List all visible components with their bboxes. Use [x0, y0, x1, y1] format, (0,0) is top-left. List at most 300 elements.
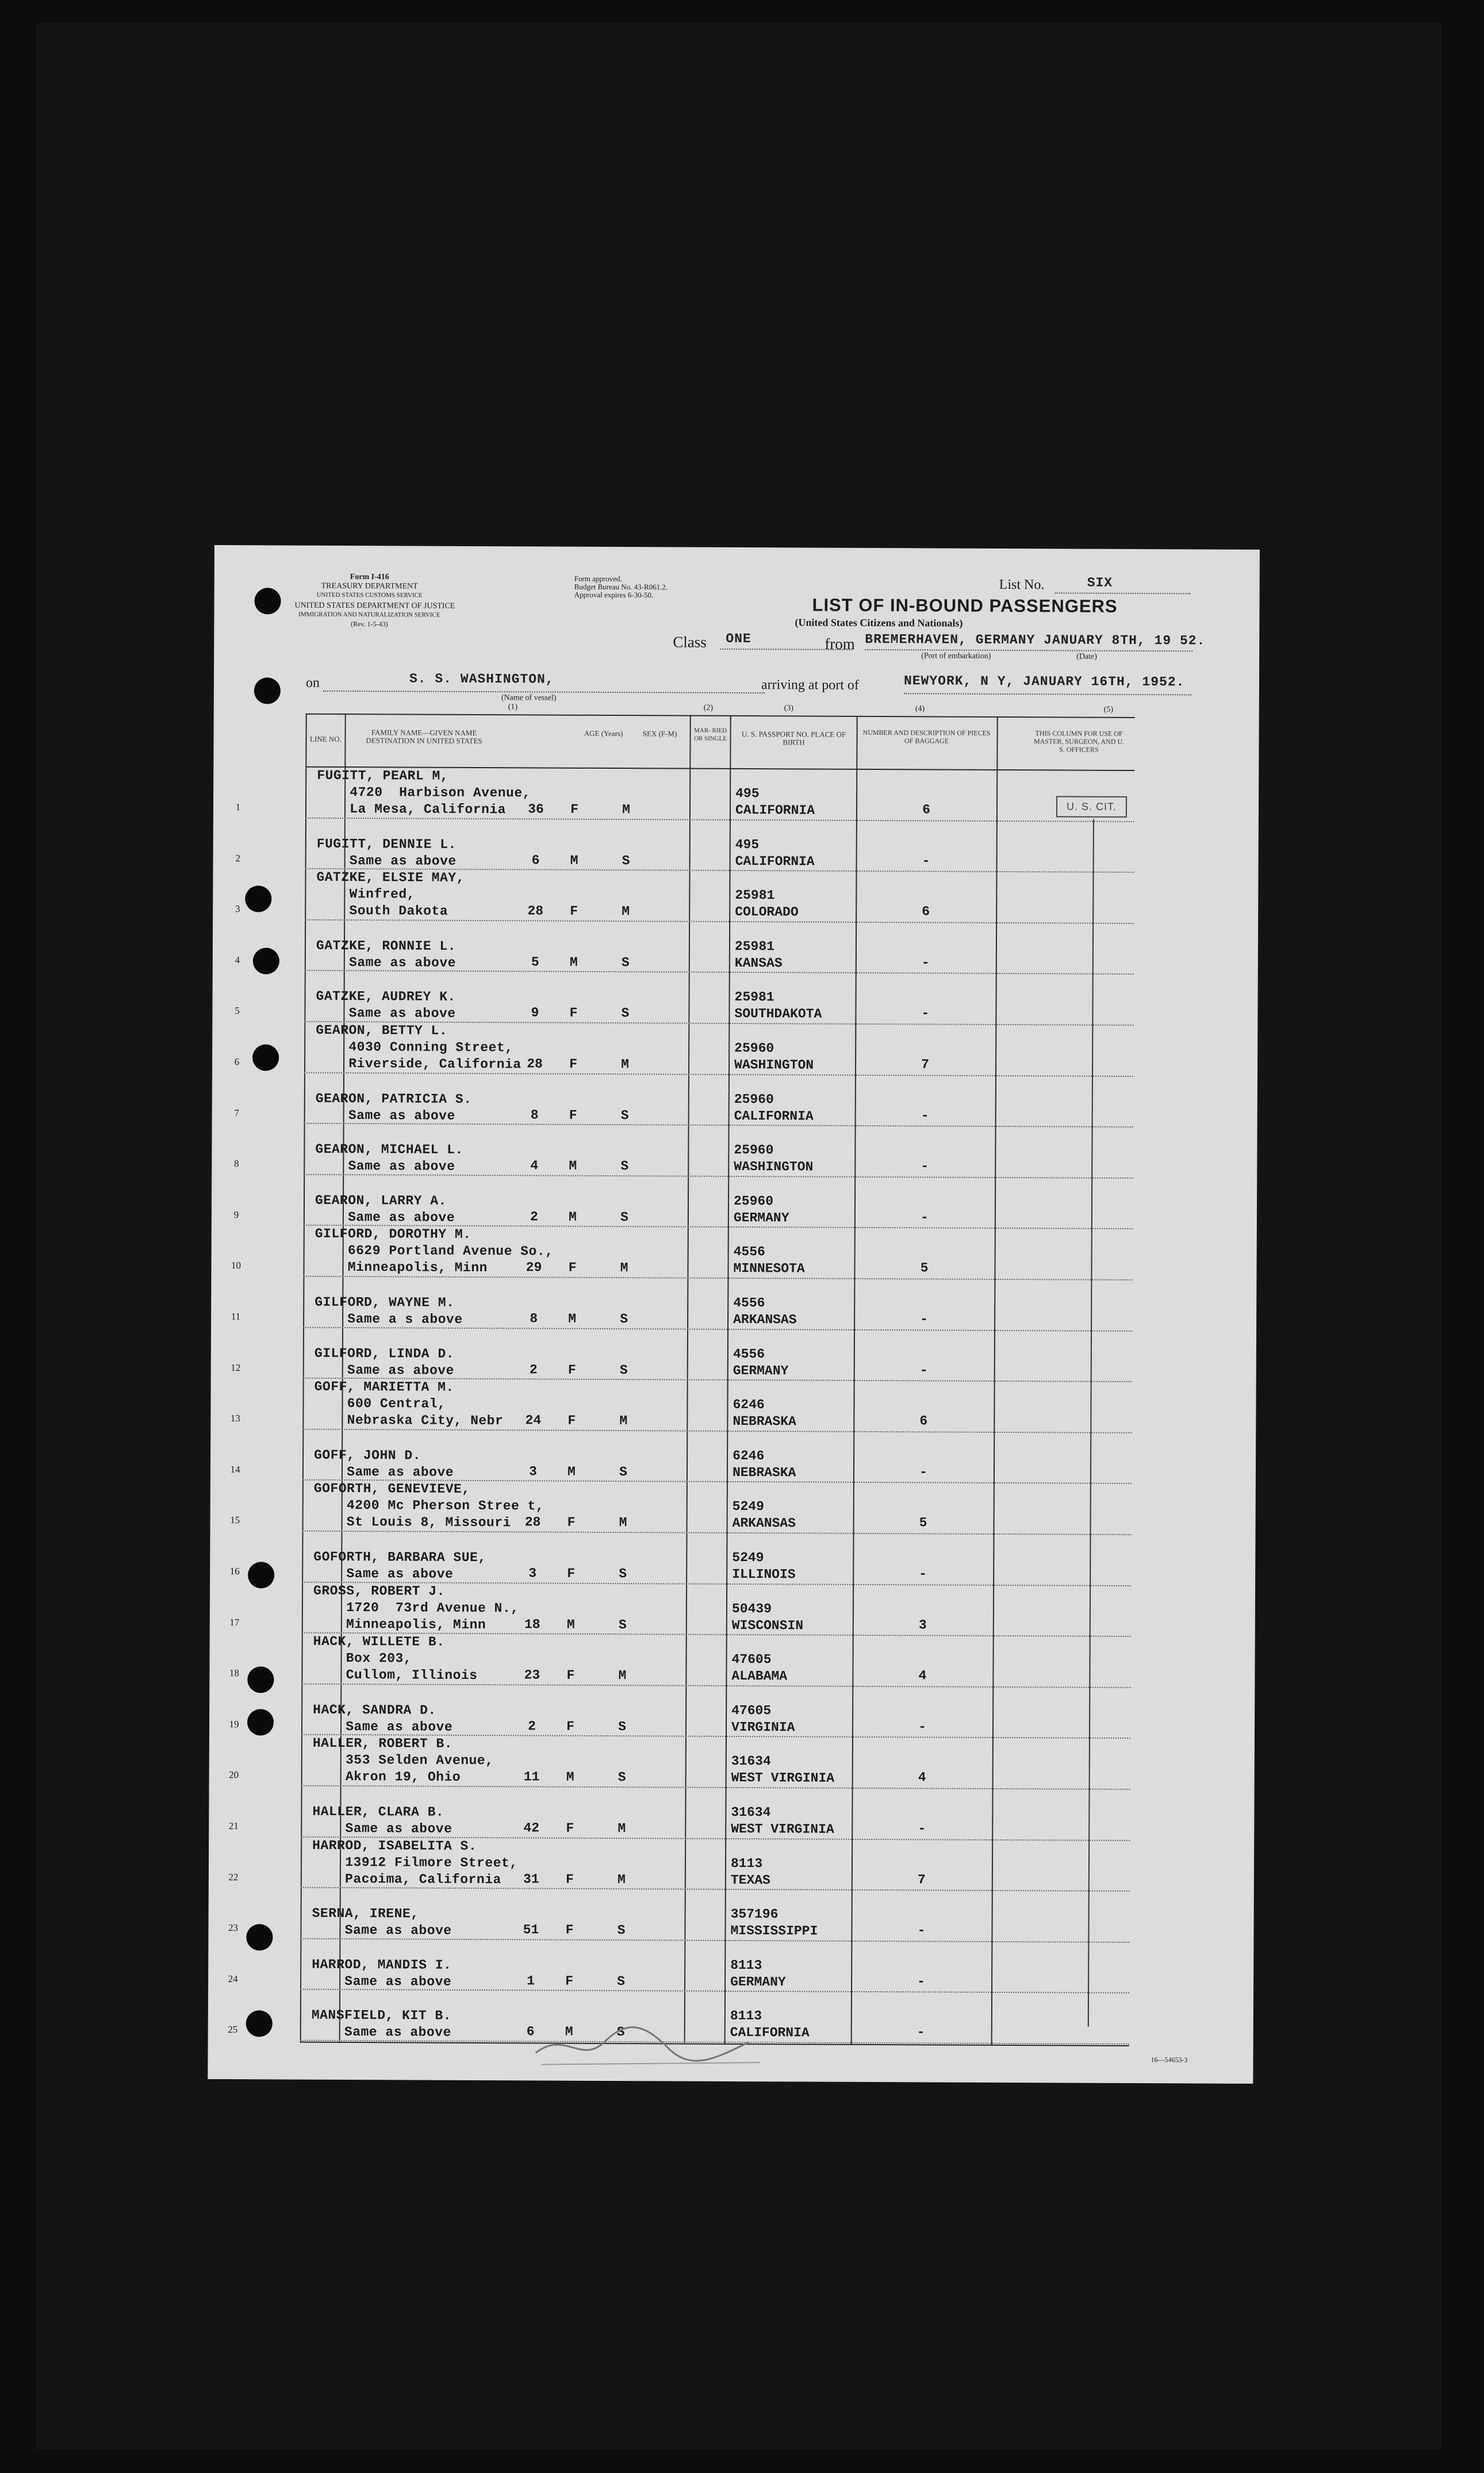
place-of-birth: CALIFORNIA: [735, 802, 815, 818]
passport-number: 25960: [734, 1142, 774, 1158]
age-value: 42: [523, 1820, 540, 1836]
baggage-count: 4: [918, 1668, 927, 1684]
baggage-count: -: [918, 1719, 927, 1735]
destination-line: 4030 Conning Street,: [316, 1039, 513, 1056]
age-value: 31: [523, 1871, 539, 1887]
destination-line: 6629 Portland Avenue So.,: [315, 1243, 554, 1259]
passenger-name: GATZKE, RONNIE L.: [316, 938, 457, 954]
passenger-name-destination: [315, 1345, 454, 1379]
sex-value: M: [569, 954, 578, 970]
list-no-label: List No.: [999, 577, 1045, 593]
passenger-manifest-sheet: [208, 545, 1260, 2084]
line-number: 5: [235, 1005, 240, 1017]
passport-number: 25960: [734, 1091, 774, 1107]
marital-status: M: [622, 802, 630, 818]
passenger-name: GEARON, LARRY A.: [315, 1193, 447, 1209]
age-value: 24: [525, 1413, 542, 1428]
dept-treasury: TREASURY DEPARTMENT: [321, 581, 418, 591]
table-row: [235, 971, 1133, 1026]
passport-number: 357196: [730, 1907, 779, 1922]
place-of-birth: ARKANSAS: [733, 1312, 797, 1328]
punch-hole: [247, 1666, 274, 1693]
destination-line: Same as above: [313, 1464, 454, 1480]
punch-hole: [254, 677, 281, 704]
passport-birthplace: [735, 837, 815, 871]
col-sex: SEX (F-M): [642, 729, 677, 738]
destination-line: Same as above: [316, 853, 457, 869]
handwritten-signature: [530, 2007, 771, 2071]
line-number: 23: [228, 1922, 239, 1934]
sex-value: F: [566, 1820, 574, 1836]
age-value: 28: [524, 1515, 541, 1530]
baggage-count: -: [921, 1159, 929, 1174]
table-row: [229, 1532, 1131, 1586]
age-value: 3: [529, 1464, 537, 1479]
destination-line: Same as above: [314, 1362, 454, 1378]
marital-status: S: [619, 1362, 628, 1378]
passport-number: 50439: [731, 1601, 772, 1616]
line-number: 1: [235, 802, 241, 813]
passport-number: 25981: [734, 938, 775, 954]
baggage-count: -: [921, 1006, 930, 1021]
passport-number: 495: [735, 837, 760, 852]
age-value: 28: [527, 903, 544, 919]
age-value: 29: [526, 1260, 542, 1275]
passenger-name: GATZKE, AUDREY K.: [316, 989, 456, 1005]
col-num-1: (1): [508, 703, 518, 712]
place-of-birth: WEST VIRGINIA: [731, 1821, 834, 1837]
age-value: 23: [524, 1667, 540, 1683]
age-value: 2: [528, 1719, 536, 1734]
page-subtitle: (United States Citizens and Nationals): [795, 616, 963, 629]
place-of-birth: GERMANY: [733, 1210, 789, 1226]
destination-line: 600 Central,: [314, 1395, 446, 1412]
col-passport: U. S. PASSPORT NO. PLACE OF BIRTH: [741, 730, 846, 747]
marital-status: M: [618, 1668, 627, 1684]
passport-birthplace: [735, 938, 783, 972]
baggage-count: -: [919, 1464, 927, 1480]
sex-value: M: [565, 2025, 573, 2040]
marital-status: S: [619, 1566, 627, 1582]
passport-number: 31634: [731, 1804, 771, 1820]
sex-value: M: [568, 1209, 577, 1225]
sex-value: F: [567, 1362, 576, 1378]
line-number: 6: [234, 1056, 240, 1068]
punch-hole: [253, 948, 279, 974]
table-row: [233, 1175, 1133, 1229]
destination-line: Same as above: [315, 1107, 455, 1124]
from-value: BREMERHAVEN, GERMANY JANUARY 8TH, 19 52.: [865, 631, 1206, 649]
sex-value: F: [569, 1107, 577, 1123]
table-row: [230, 1429, 1132, 1484]
place-of-birth: NEBRASKA: [732, 1464, 796, 1481]
sex-value: F: [569, 1056, 578, 1072]
passenger-name-destination: [312, 1905, 451, 1939]
marital-status: S: [617, 1973, 626, 1989]
destination-line: Same as above: [316, 1006, 456, 1022]
us-citizen-stamp: U. S. CIT.: [1056, 796, 1127, 818]
place-of-birth: CALIFORNIA: [730, 2025, 810, 2041]
date-caption: (Date): [1076, 652, 1097, 661]
passenger-name-destination: [315, 1193, 455, 1226]
passenger-name-destination: [317, 835, 457, 869]
passenger-name-destination: [314, 1447, 454, 1481]
destination-line: Same as above: [316, 954, 457, 971]
marital-status: M: [619, 1413, 628, 1429]
baggage-count: -: [917, 1923, 926, 1938]
destination-line: 4200 Mc Pherson Stree t,: [313, 1498, 544, 1514]
place-of-birth: CALIFORNIA: [734, 1108, 814, 1124]
place-of-birth: CALIFORNIA: [735, 853, 815, 869]
passport-number: 5249: [732, 1499, 764, 1515]
sex-value: F: [569, 1006, 578, 1021]
approval-expires: Approval expires 6-30-50.: [574, 590, 654, 600]
line-number: 4: [235, 954, 240, 965]
table-row: [230, 1379, 1132, 1433]
table-row: [229, 1684, 1130, 1739]
destination-line: Winfred,: [316, 886, 416, 902]
age-value: 28: [527, 1056, 543, 1072]
sex-value: F: [566, 1667, 575, 1683]
table-row: [235, 920, 1134, 975]
destination-line: Box 203,: [313, 1650, 412, 1666]
sex-value: F: [568, 1260, 577, 1276]
passport-birthplace: [734, 1040, 814, 1074]
budget-bureau: Budget Bureau No. 43-R061.2.: [574, 582, 668, 592]
passport-number: 25960: [734, 1040, 774, 1056]
vessel-caption: (Name of vessel): [501, 693, 557, 703]
age-value: 11: [523, 1769, 540, 1785]
table-row: [234, 1073, 1133, 1128]
destination-line: Minneapolis, Minn: [313, 1616, 486, 1632]
sex-value: F: [566, 1719, 575, 1734]
punch-hole: [247, 1709, 274, 1735]
passport-birthplace: [731, 1703, 795, 1736]
class-label: Class: [673, 633, 707, 651]
line-number: 21: [228, 1820, 239, 1832]
passenger-name: GOFF, MARIETTA M.: [314, 1379, 454, 1395]
passenger-name: FUGITT, PEARL M,: [317, 768, 449, 784]
table-row: [231, 1328, 1132, 1382]
table-row: [231, 1226, 1132, 1280]
on-label: on: [305, 675, 320, 691]
passenger-name: GILFORD, DOROTHY M.: [315, 1226, 471, 1243]
passport-birthplace: [731, 1753, 835, 1787]
col-baggage: NUMBER AND DESCRIPTION OF PIECES OF BAGGAGE: [862, 728, 991, 745]
baggage-count: -: [922, 853, 930, 869]
passport-birthplace: [734, 1091, 814, 1125]
col-officers: THIS COLUMN FOR USE OF MASTER, SURGEON, AND U. S. OFFICERS: [1033, 729, 1125, 754]
baggage-count: 6: [919, 1413, 928, 1429]
place-of-birth: ALABAMA: [731, 1669, 788, 1684]
age-value: 1: [527, 1973, 535, 1989]
col-num-5: (5): [1103, 705, 1114, 714]
passenger-name: FUGITT, DENNIE L.: [316, 836, 457, 852]
destination-line: 13912 Filmore Street,: [312, 1854, 518, 1870]
passenger-name-destination: [316, 988, 455, 1022]
marital-status: S: [618, 1617, 627, 1632]
passport-birthplace: [731, 1651, 787, 1685]
table-row: [228, 1939, 1129, 1993]
marital-status: S: [616, 2025, 625, 2040]
sex-value: F: [565, 1872, 574, 1887]
line-number: 2: [235, 852, 240, 864]
place-of-birth: WISCONSIN: [731, 1617, 804, 1634]
col-age: AGE (Years): [584, 729, 623, 738]
age-value: 6: [526, 2024, 535, 2039]
sex-value: F: [565, 1973, 574, 1989]
passenger-name: SERNA, IRENE,: [312, 1905, 419, 1922]
passport-number: 4556: [733, 1295, 765, 1311]
destination-line: Same a s above: [315, 1311, 463, 1327]
sex-value: F: [570, 802, 578, 817]
passenger-name-destination: [312, 2007, 451, 2041]
line-number: 25: [228, 2024, 238, 2035]
place-of-birth: VIRGINIA: [731, 1719, 795, 1735]
line-number: 10: [231, 1260, 241, 1271]
marital-status: M: [619, 1515, 627, 1531]
line-number: 13: [230, 1413, 240, 1424]
passport-number: 31634: [731, 1754, 771, 1769]
marital-status: S: [620, 1159, 629, 1174]
line-number: 3: [235, 903, 240, 915]
passenger-name: GOFF, JOHN D.: [314, 1447, 421, 1463]
destination-line: Cullom, Illinois: [313, 1667, 478, 1684]
place-of-birth: GERMANY: [730, 1974, 786, 1990]
list-no-value: SIX: [1087, 575, 1113, 591]
form-number: Form I-416: [350, 573, 389, 582]
passport-number: 8113: [730, 1855, 763, 1871]
baggage-count: 6: [922, 904, 930, 919]
arriving-label: arriving at port of: [761, 677, 859, 693]
marital-status: S: [622, 853, 630, 868]
table-row: [235, 768, 1134, 822]
place-of-birth: WASHINGTON: [734, 1159, 814, 1175]
destination-line: Same as above: [312, 1719, 453, 1735]
line-number: 9: [233, 1209, 239, 1220]
age-value: 4: [530, 1158, 539, 1174]
passport-number: 47605: [731, 1703, 772, 1719]
passport-number: 5249: [732, 1550, 764, 1566]
passenger-name-destination: [313, 1582, 519, 1634]
age-value: 6: [531, 853, 540, 868]
sex-value: F: [565, 1922, 574, 1938]
passport-number: 6246: [733, 1448, 765, 1463]
marital-status: M: [618, 1821, 626, 1836]
table-row: [230, 1481, 1132, 1535]
table-row: [229, 1735, 1130, 1790]
destination-line: Riverside, California: [316, 1056, 521, 1072]
baggage-count: -: [921, 1107, 929, 1124]
baggage-count: 6: [922, 802, 930, 818]
destination-line: Same as above: [312, 1820, 453, 1836]
passenger-name: GROSS, ROBERT J.: [313, 1583, 445, 1599]
punch-hole: [254, 588, 281, 614]
age-value: 2: [529, 1362, 538, 1378]
passport-birthplace: [733, 1397, 796, 1430]
passport-number: 495: [735, 785, 760, 802]
col-name: FAMILY NAME—GIVEN NAME DESTINATION IN UNITED STATES: [366, 728, 482, 746]
destination-line: Same as above: [315, 1158, 455, 1175]
punch-hole: [246, 1924, 273, 1950]
punch-hole: [246, 2010, 273, 2037]
passenger-name-destination: [316, 869, 465, 920]
passenger-name-destination: [312, 1957, 451, 1991]
passenger-name: HARROD, ISABELITA S.: [312, 1838, 477, 1854]
marital-status: S: [618, 1770, 626, 1785]
line-number: 19: [229, 1718, 239, 1730]
passenger-name-destination: [313, 1549, 486, 1583]
passenger-name: GOFORTH, BARBARA SUE,: [313, 1549, 486, 1566]
age-value: 8: [530, 1311, 538, 1326]
age-value: 8: [530, 1107, 539, 1123]
passenger-name: GEARON, PATRICIA S.: [315, 1091, 472, 1107]
table-row: [231, 1277, 1132, 1332]
footer-code: 16—54653-3: [1151, 2056, 1188, 2064]
page-title: LIST OF IN-BOUND PASSENGERS: [812, 595, 1118, 616]
line-number: 12: [231, 1362, 241, 1373]
col-line-no: LINE NO.: [310, 734, 342, 743]
place-of-birth: ARKANSAS: [732, 1516, 796, 1531]
place-of-birth: MINNESOTA: [733, 1261, 805, 1276]
table-row: [228, 1786, 1130, 1841]
place-of-birth: ILLINOIS: [732, 1566, 796, 1582]
sex-value: F: [567, 1413, 576, 1428]
line-number: 7: [234, 1107, 239, 1118]
destination-line: Same as above: [312, 1973, 452, 1989]
passenger-name: HACK, SANDRA D.: [313, 1702, 436, 1718]
age-value: 51: [523, 1922, 539, 1938]
arrival-value: NEWYORK, N Y, JANUARY 16TH, 1952.: [903, 673, 1185, 690]
passport-birthplace: [730, 1957, 786, 1991]
port-embarkation-caption: (Port of embarkation): [921, 651, 991, 661]
destination-line: 353 Selden Avenue,: [312, 1753, 494, 1769]
passport-number: 25981: [734, 990, 774, 1005]
passenger-name-destination: [316, 938, 456, 972]
baggage-count: -: [919, 1566, 927, 1582]
sex-value: M: [569, 1158, 577, 1174]
baggage-count: 7: [917, 1872, 926, 1888]
baggage-count: 5: [919, 1515, 927, 1531]
col-num-2: (2): [703, 703, 714, 712]
passenger-name-destination: [313, 1634, 477, 1684]
col-num-3: (3): [784, 704, 794, 713]
passenger-name-destination: [315, 1294, 463, 1328]
baggage-count: 5: [920, 1260, 929, 1276]
form-approved: Form approved.: [574, 574, 622, 584]
table-row: [228, 1837, 1130, 1892]
passport-birthplace: [735, 887, 799, 921]
passenger-name: GATZKE, ELSIE MAY,: [316, 869, 465, 886]
sex-value: F: [567, 1515, 576, 1531]
marital-status: M: [621, 1057, 630, 1072]
passport-number: 25981: [735, 888, 775, 903]
destination-line: Same as above: [313, 1566, 454, 1582]
passport-birthplace: [733, 1295, 797, 1328]
passport-number: 4556: [733, 1244, 765, 1260]
table-row: [229, 1634, 1130, 1688]
passport-birthplace: [731, 1804, 834, 1838]
table-row: [234, 1022, 1133, 1077]
sex-value: M: [566, 1617, 575, 1632]
table-row: [235, 818, 1134, 873]
marital-status: S: [620, 1209, 628, 1225]
passport-number: 47605: [731, 1652, 772, 1667]
age-value: 9: [531, 1005, 539, 1021]
passenger-name-destination: [317, 768, 531, 819]
passenger-name: HARROD, MANDIS I.: [312, 1957, 452, 1973]
age-value: 3: [528, 1566, 537, 1581]
destination-line: Same as above: [312, 1922, 452, 1939]
passenger-name-destination: [312, 1837, 518, 1888]
baggage-count: -: [917, 2025, 925, 2040]
sex-value: M: [566, 1770, 574, 1785]
place-of-birth: SOUTHDAKOTA: [734, 1006, 822, 1022]
line-number: 8: [234, 1158, 239, 1170]
marital-status: S: [621, 954, 630, 970]
punch-hole: [252, 1044, 279, 1071]
destination-line: Pacoima, California: [312, 1871, 501, 1887]
place-of-birth: NEBRASKA: [733, 1414, 796, 1429]
place-of-birth: TEXAS: [730, 1872, 770, 1888]
ins: IMMIGRATION AND NATURALIZATION SERVICE: [298, 611, 440, 619]
passport-birthplace: [731, 1855, 770, 1889]
marital-status: S: [620, 1312, 628, 1327]
passenger-name: MANSFIELD, KIT B.: [311, 2008, 452, 2024]
passport-number: 4556: [733, 1346, 765, 1362]
age-value: 5: [531, 954, 539, 970]
passenger-name-destination: [316, 1090, 472, 1124]
passenger-name: GEARON, BETTY L.: [316, 1022, 448, 1038]
line-number: 22: [228, 1871, 239, 1882]
passenger-name: GILFORD, LINDA D.: [314, 1345, 455, 1362]
place-of-birth: KANSAS: [734, 955, 783, 971]
passenger-name: GEARON, MICHAEL L.: [315, 1141, 463, 1158]
line-number: 24: [228, 1973, 238, 1984]
destination-line: Minneapolis, Minn: [315, 1260, 488, 1276]
destination-line: 1720 73rd Avenue N.,: [313, 1600, 519, 1616]
line-number: 16: [229, 1566, 240, 1577]
marital-status: M: [620, 1260, 628, 1276]
baggage-count: 7: [921, 1057, 930, 1072]
form-revision: (Rev. 1-5-43): [351, 620, 388, 628]
passport-birthplace: [733, 1448, 796, 1481]
passenger-name-destination: [314, 1379, 503, 1429]
passenger-name: GILFORD, WAYNE M.: [315, 1294, 455, 1310]
baggage-count: -: [920, 1312, 929, 1327]
passport-birthplace: [732, 1601, 803, 1635]
destination-line: 4720 Harbison Avenue,: [317, 784, 531, 801]
punch-hole: [248, 1562, 274, 1588]
place-of-birth: GERMANY: [733, 1363, 789, 1378]
passport-birthplace: [734, 1193, 789, 1226]
marital-status: S: [621, 1006, 630, 1021]
line-number: 20: [229, 1769, 239, 1781]
passport-birthplace: [734, 1142, 813, 1176]
passenger-name: HALLER, CLARA B.: [312, 1804, 444, 1820]
passenger-name-destination: [313, 1702, 453, 1736]
class-value: ONE: [726, 631, 751, 647]
age-value: 2: [530, 1209, 538, 1225]
marital-status: S: [620, 1107, 629, 1123]
baggage-count: -: [918, 1821, 926, 1836]
marital-status: M: [617, 1872, 626, 1887]
baggage-count: 3: [918, 1617, 927, 1633]
sex-value: F: [570, 903, 578, 919]
destination-line: Nebraska City, Nebr: [314, 1412, 504, 1429]
passport-birthplace: [732, 1550, 796, 1583]
place-of-birth: WEST VIRGINIA: [731, 1770, 835, 1786]
